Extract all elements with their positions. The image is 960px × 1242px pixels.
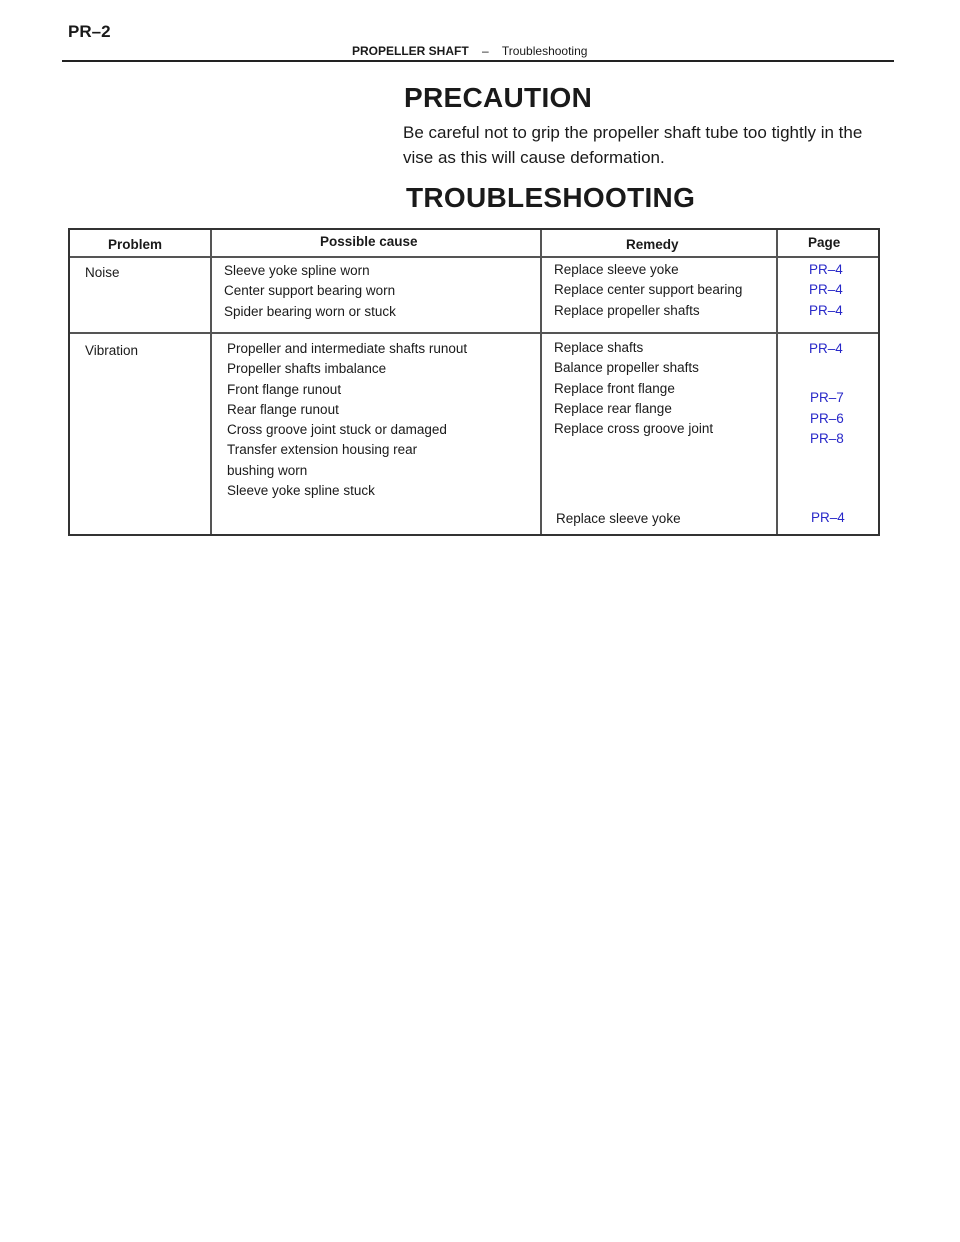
cause-item: Rear flange runout bbox=[227, 401, 339, 417]
precaution-title: PRECAUTION bbox=[404, 82, 593, 113]
page-ref-link[interactable]: PR–4 bbox=[809, 302, 843, 318]
header-rule bbox=[62, 60, 894, 62]
remedy-item-last: Replace sleeve yoke bbox=[556, 511, 681, 526]
header-separator: – bbox=[482, 44, 489, 58]
header-section: PROPELLER SHAFT bbox=[352, 44, 469, 58]
problem-noise: Noise bbox=[85, 265, 120, 280]
page-list-noise bbox=[809, 260, 843, 321]
cause-item: bushing worn bbox=[227, 462, 308, 478]
page-ref-link[interactable]: PR–4 bbox=[809, 262, 843, 277]
page-number: PR–2 bbox=[68, 22, 111, 41]
remedy-item: Balance propeller shafts bbox=[554, 360, 699, 376]
page-ref-link[interactable]: PR–4 bbox=[811, 510, 845, 525]
header-subsection: Troubleshooting bbox=[501, 44, 588, 58]
column-divider bbox=[776, 230, 778, 534]
troubleshooting-title: TROUBLESHOOTING bbox=[406, 182, 696, 213]
problem-vibration: Vibration bbox=[85, 343, 139, 358]
remedy-item: Replace sleeve yoke bbox=[554, 262, 679, 277]
column-header-page: Page bbox=[808, 235, 841, 250]
cause-item: Sleeve yoke spline worn bbox=[224, 263, 370, 278]
row-divider bbox=[70, 332, 878, 334]
cause-item: Spider bearing worn or stuck bbox=[224, 303, 396, 319]
column-header-remedy: Remedy bbox=[626, 237, 679, 252]
remedy-item: Replace cross groove joint bbox=[554, 421, 714, 437]
remedy-item: Replace propeller shafts bbox=[554, 302, 700, 318]
cause-item: Front flange runout bbox=[227, 381, 342, 397]
remedy-list-vibration bbox=[554, 338, 713, 439]
page-ref-link[interactable]: PR–7 bbox=[810, 390, 844, 405]
column-header-possible-cause: Possible cause bbox=[320, 234, 418, 249]
cause-item: Cross groove joint stuck or damaged bbox=[227, 422, 447, 438]
page-ref-link[interactable]: PR–4 bbox=[809, 341, 843, 356]
remedy-item: Replace front flange bbox=[554, 380, 675, 396]
running-header bbox=[352, 44, 587, 58]
cause-item: Transfer extension housing rear bbox=[227, 442, 418, 458]
remedy-item: Replace center support bearing bbox=[554, 282, 743, 298]
page-ref-link[interactable]: PR–6 bbox=[810, 411, 844, 426]
column-header-problem: Problem bbox=[108, 237, 163, 252]
precaution-text: Be careful not to grip the propeller shaft tube too tightly in the vise as this will cause deformation. bbox=[403, 123, 863, 167]
remedy-item: Replace rear flange bbox=[554, 400, 672, 416]
cause-list-vibration bbox=[227, 339, 467, 501]
page-ref-link[interactable]: PR–4 bbox=[809, 282, 843, 298]
cause-list-noise bbox=[224, 261, 396, 322]
page-ref-link[interactable]: PR–8 bbox=[810, 431, 844, 446]
remedy-list-noise bbox=[554, 260, 742, 321]
column-divider bbox=[210, 230, 212, 534]
cause-item: Propeller shafts imbalance bbox=[227, 361, 387, 377]
cause-item: Propeller and intermediate shafts runout bbox=[227, 341, 468, 356]
cause-item: Sleeve yoke spline stuck bbox=[227, 483, 375, 499]
column-divider bbox=[540, 230, 542, 534]
header-row-divider bbox=[70, 256, 878, 258]
troubleshooting-table bbox=[68, 228, 880, 536]
remedy-item: Replace shafts bbox=[554, 340, 644, 355]
cause-item: Center support bearing worn bbox=[224, 283, 396, 299]
